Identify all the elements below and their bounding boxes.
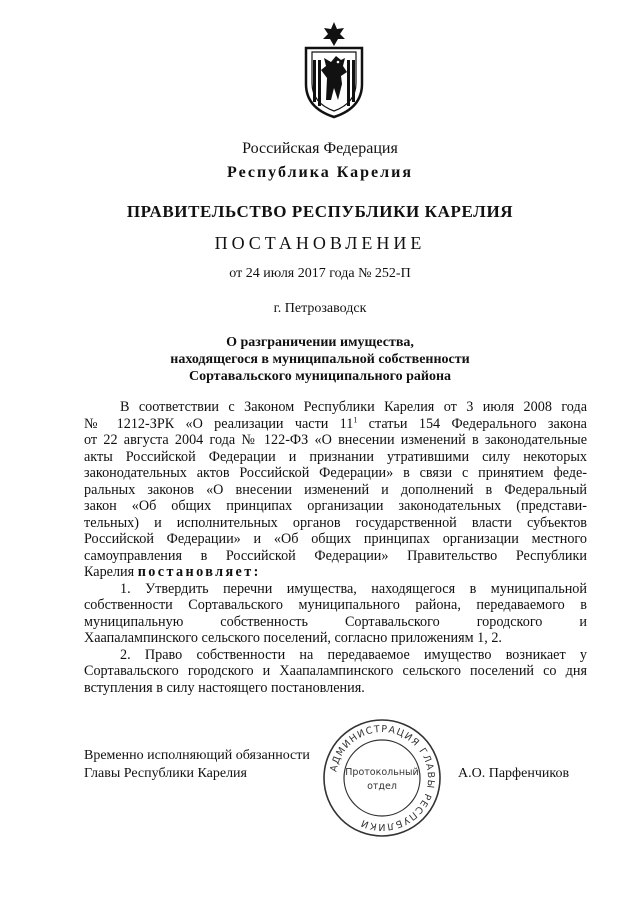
- signatory-name: А.О. Парфенчиков: [458, 766, 570, 781]
- government-name: ПРАВИТЕЛЬСТВО РЕСПУБЛИКИ КАРЕЛИЯ: [126, 202, 514, 221]
- city: г. Петрозаводск: [273, 301, 367, 316]
- paragraph-preamble: [84, 399, 587, 581]
- body-line: муниципальную собственность Сортавальского городского и: [84, 613, 587, 630]
- body-line: вступления в силу настоящего постановления.: [84, 679, 365, 696]
- body-line: Сортавальского городского и Хаапалампинского сельского поселений со дня: [84, 663, 587, 679]
- signatory-title: [84, 747, 310, 783]
- title-line: О разграничении имущества,: [226, 335, 414, 350]
- signatory-title-line: Главы Республики Карелия: [84, 766, 247, 781]
- body-line: Карелия постановляет:: [84, 564, 261, 580]
- paragraph-item-2: [84, 647, 587, 697]
- republic-emblem-icon: [298, 20, 370, 120]
- body-line: тельных) и исполнительных органов государственной власти субъектов: [84, 514, 587, 531]
- body-line: В соответствии с Законом Республики Карелия от 3 июля 2008 года: [120, 399, 587, 415]
- body-line: закон «Об общих принципах организации законодательных (представи-: [84, 498, 587, 514]
- body-line: 1. Утвердить перечни имущества, находящегося в муниципальной: [120, 580, 587, 597]
- body-line: от 22 августа 2004 года № 122-ФЗ «О внесении изменений в законодательные: [84, 432, 587, 448]
- signatory-title-line: Временно исполняющий обязанности: [84, 748, 310, 763]
- republic-name: Республика Карелия: [227, 164, 413, 181]
- title-line: находящегося в муниципальной собственности: [170, 352, 470, 367]
- body-line: законодательных актов Российской Федерации» в связи с принятием феде-: [84, 465, 587, 481]
- document-body: [84, 399, 587, 696]
- document-type: ПОСТАНОВЛЕНИЕ: [214, 233, 426, 253]
- body-line: самоуправления в Российской Федерации» Правительство Республики: [84, 547, 587, 564]
- body-line: акты Российской Федерации и признании утратившими силу некоторых: [84, 448, 587, 465]
- body-line: Хаапалампинского сельского поселений, согласно приложениям 1, 2.: [84, 630, 502, 646]
- body-line: № 1212-ЗРК «О реализации части $11^1$ статьи 154 Федерального закона: [84, 414, 587, 432]
- decree-word: постановляет:: [137, 564, 261, 580]
- body-line: Российской Федерации» и «Об общих принципах организации местного: [84, 531, 587, 547]
- stamp-inner-line: Протокольный: [345, 767, 419, 778]
- document-number: от 24 июля 2017 года № 252-П: [229, 266, 411, 281]
- title-line: Сортавальского муниципального района: [188, 369, 452, 384]
- official-stamp-icon: [320, 716, 444, 840]
- document-title: [0, 334, 640, 385]
- body-line: ральных законов «О внесении изменений и дополнений в Федеральный: [84, 481, 587, 498]
- country-name: Российская Федерация: [242, 140, 398, 157]
- body-line: собственности Сортавальского муниципального района, передаваемого в: [84, 597, 587, 613]
- stamp-ring-text: АДМИНИСТРАЦИЯ ГЛАВЫ РЕСПУБЛИКИ: [328, 723, 437, 833]
- paragraph-item-1: [84, 581, 587, 647]
- body-line: 2. Право собственности на передаваемое имущество возникает у: [120, 646, 587, 663]
- stamp-inner-line: отдел: [367, 781, 397, 792]
- superscript: 1: [353, 414, 358, 424]
